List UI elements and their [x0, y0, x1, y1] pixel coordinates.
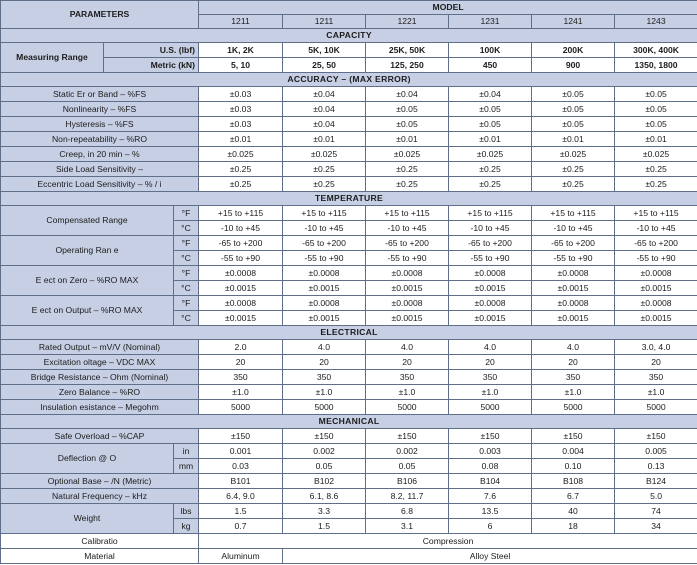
value-cell: ±1.0 — [199, 385, 283, 400]
measuring-range-label: Measuring Range — [1, 43, 104, 73]
value-cell: -65 to +200 — [199, 236, 283, 251]
value-cell: 20 — [199, 355, 283, 370]
value-cell: -65 to +200 — [532, 236, 615, 251]
value-cell: ±0.25 — [199, 177, 283, 192]
value-cell: ±0.04 — [283, 87, 366, 102]
value-cell: ±0.0008 — [532, 266, 615, 281]
value-cell: ±1.0 — [532, 385, 615, 400]
value-cell: -10 to +45 — [199, 221, 283, 236]
unit-label: mm — [174, 459, 199, 474]
value-cell: -10 to +45 — [283, 221, 366, 236]
row-label: Compensated Range — [1, 206, 174, 236]
table-row — [1, 177, 697, 192]
unit-label: °F — [174, 236, 199, 251]
value-cell: ±0.25 — [199, 162, 283, 177]
capacity-metric-value: 1350, 1800 — [615, 58, 697, 73]
value-cell: -55 to +90 — [532, 251, 615, 266]
row-label: Rated Output – mV/V (Nominal) — [1, 340, 199, 355]
table-row — [1, 132, 697, 147]
unit-label: kg — [174, 519, 199, 534]
model-number: 1211 — [283, 15, 366, 29]
table-row — [1, 147, 697, 162]
value-cell: ±0.0015 — [366, 311, 449, 326]
value-cell: -55 to +90 — [199, 251, 283, 266]
value-cell: 0.004 — [532, 444, 615, 459]
unit-label: °F — [174, 296, 199, 311]
row-label: Eccentric Load Sensitivity – % / i — [1, 177, 199, 192]
value-cell: 4.0 — [366, 340, 449, 355]
value-cell: 8.2, 11.7 — [366, 489, 449, 504]
value-cell: ±0.01 — [283, 132, 366, 147]
capacity-metric-value: 125, 250 — [366, 58, 449, 73]
value-cell: ±0.25 — [532, 177, 615, 192]
value-cell: ±0.025 — [532, 147, 615, 162]
capacity-metric-value: 450 — [449, 58, 532, 73]
row-label: Static Er or Band – %FS — [1, 87, 199, 102]
metric-unit-label: Metric (kN) — [104, 58, 199, 73]
value-cell: ±0.0008 — [366, 296, 449, 311]
value-cell: ±0.05 — [532, 117, 615, 132]
unit-label: °F — [174, 266, 199, 281]
value-cell: +15 to +115 — [449, 206, 532, 221]
unit-label: °C — [174, 311, 199, 326]
value-cell: 0.002 — [283, 444, 366, 459]
value-cell: ±0.0015 — [283, 311, 366, 326]
value-cell: -55 to +90 — [615, 251, 697, 266]
row-label: Safe Overload – %CAP — [1, 429, 199, 444]
row-label: Bridge Resistance – Ohm (Nominal) — [1, 370, 199, 385]
value-cell: 5000 — [366, 400, 449, 415]
table-row — [1, 102, 697, 117]
value-cell: 350 — [199, 370, 283, 385]
table-row — [1, 415, 697, 429]
value-cell: 5.0 — [615, 489, 697, 504]
us-unit-label: U.S. (lbf) — [104, 43, 199, 58]
value-cell: 0.10 — [532, 459, 615, 474]
value-cell: 0.005 — [615, 444, 697, 459]
capacity-us-value: 100K — [449, 43, 532, 58]
value-cell: -10 to +45 — [366, 221, 449, 236]
table-row — [1, 489, 697, 504]
value-cell: ±0.05 — [615, 117, 697, 132]
row-label: Zero Balance – %RO — [1, 385, 199, 400]
row-label: Hysteresis – %FS — [1, 117, 199, 132]
value-cell: ±0.05 — [366, 117, 449, 132]
calibration-value: Compression — [199, 534, 697, 549]
value-cell: ±0.0008 — [199, 266, 283, 281]
value-cell: 350 — [532, 370, 615, 385]
table-row — [1, 43, 697, 58]
value-cell: 0.05 — [366, 459, 449, 474]
value-cell: ±0.05 — [449, 102, 532, 117]
capacity-us-value: 5K, 10K — [283, 43, 366, 58]
value-cell: ±0.03 — [199, 117, 283, 132]
unit-label: in — [174, 444, 199, 459]
row-label: E ect on Output – %RO MAX — [1, 296, 174, 326]
value-cell: ±0.05 — [532, 102, 615, 117]
row-label: Side Load Sensitivity – — [1, 162, 199, 177]
row-label: Excitation oltage – VDC MAX — [1, 355, 199, 370]
value-cell: ±0.05 — [615, 102, 697, 117]
value-cell: ±0.0015 — [449, 281, 532, 296]
value-cell: ±0.04 — [283, 102, 366, 117]
row-label: Non-repeatability – %RO — [1, 132, 199, 147]
value-cell: 4.0 — [532, 340, 615, 355]
value-cell: 5000 — [449, 400, 532, 415]
value-cell: 0.001 — [199, 444, 283, 459]
value-cell: 0.003 — [449, 444, 532, 459]
value-cell: ±150 — [283, 429, 366, 444]
value-cell: ±0.25 — [449, 162, 532, 177]
row-label: E ect on Zero – %RO MAX — [1, 266, 174, 296]
table-row — [1, 340, 697, 355]
value-cell: 5000 — [615, 400, 697, 415]
value-cell: 6.7 — [532, 489, 615, 504]
value-cell: -65 to +200 — [283, 236, 366, 251]
table-row — [1, 236, 697, 251]
value-cell: ±0.0015 — [366, 281, 449, 296]
value-cell: ±0.025 — [615, 147, 697, 162]
value-cell: B104 — [449, 474, 532, 489]
value-cell: 74 — [615, 504, 697, 519]
value-cell: ±0.25 — [615, 177, 697, 192]
value-cell: 350 — [615, 370, 697, 385]
value-cell: ±0.25 — [283, 162, 366, 177]
row-label: Creep, in 20 min – % — [1, 147, 199, 162]
table-row — [1, 162, 697, 177]
value-cell: ±0.025 — [366, 147, 449, 162]
value-cell: -55 to +90 — [366, 251, 449, 266]
spec-table-body — [1, 1, 697, 564]
value-cell: +15 to +115 — [366, 206, 449, 221]
capacity-us-value: 1K, 2K — [199, 43, 283, 58]
value-cell: 7.6 — [449, 489, 532, 504]
model-header: MODEL — [199, 1, 697, 15]
row-label: Natural Frequency – kHz — [1, 489, 199, 504]
model-number: 1231 — [449, 15, 532, 29]
unit-label: °C — [174, 281, 199, 296]
accuracy-section-header: ACCURACY – (MAX ERROR) — [1, 73, 697, 87]
value-cell: ±150 — [449, 429, 532, 444]
value-cell: 5000 — [532, 400, 615, 415]
capacity-us-value: 300K, 400K — [615, 43, 697, 58]
unit-label: °F — [174, 206, 199, 221]
value-cell: 3.3 — [283, 504, 366, 519]
value-cell: ±0.03 — [199, 102, 283, 117]
capacity-us-value: 200K — [532, 43, 615, 58]
value-cell: ±0.0015 — [199, 311, 283, 326]
table-row — [1, 58, 697, 73]
table-row — [1, 400, 697, 415]
value-cell: +15 to +115 — [283, 206, 366, 221]
row-label: Weight — [1, 504, 174, 534]
table-row — [1, 549, 697, 564]
value-cell: ±0.0015 — [199, 281, 283, 296]
value-cell: ±0.05 — [532, 87, 615, 102]
value-cell: ±0.025 — [199, 147, 283, 162]
value-cell: 350 — [283, 370, 366, 385]
mechanical-section-header: MECHANICAL — [1, 415, 697, 429]
value-cell: ±0.0008 — [199, 296, 283, 311]
table-row — [1, 296, 697, 311]
value-cell: 20 — [449, 355, 532, 370]
value-cell: 5000 — [199, 400, 283, 415]
value-cell: ±0.03 — [199, 87, 283, 102]
value-cell: 34 — [615, 519, 697, 534]
value-cell: 350 — [366, 370, 449, 385]
value-cell: 3.1 — [366, 519, 449, 534]
table-row — [1, 355, 697, 370]
capacity-section-header: CAPACITY — [1, 29, 697, 43]
table-row — [1, 192, 697, 206]
value-cell: B101 — [199, 474, 283, 489]
value-cell: 20 — [615, 355, 697, 370]
capacity-metric-value: 25, 50 — [283, 58, 366, 73]
value-cell: ±0.25 — [532, 162, 615, 177]
value-cell: ±0.0008 — [449, 266, 532, 281]
value-cell: ±0.05 — [615, 87, 697, 102]
value-cell: 4.0 — [283, 340, 366, 355]
value-cell: +15 to +115 — [199, 206, 283, 221]
value-cell: 0.13 — [615, 459, 697, 474]
row-label: Material — [1, 549, 199, 564]
value-cell: 6.8 — [366, 504, 449, 519]
value-cell: ±150 — [366, 429, 449, 444]
value-cell: ±0.0015 — [283, 281, 366, 296]
value-cell: 0.08 — [449, 459, 532, 474]
value-cell: 2.0 — [199, 340, 283, 355]
table-row — [1, 504, 697, 519]
value-cell: ±1.0 — [283, 385, 366, 400]
value-cell: +15 to +115 — [615, 206, 697, 221]
value-cell: ±0.25 — [366, 162, 449, 177]
value-cell: 5000 — [283, 400, 366, 415]
value-cell: -55 to +90 — [449, 251, 532, 266]
table-row — [1, 73, 697, 87]
table-row — [1, 429, 697, 444]
value-cell: ±1.0 — [366, 385, 449, 400]
row-label: Nonlinearity – %FS — [1, 102, 199, 117]
table-row — [1, 87, 697, 102]
material-value: Aluminum — [199, 549, 283, 564]
unit-label: °C — [174, 221, 199, 236]
material-value: Alloy Steel — [283, 549, 697, 564]
value-cell: ±0.0008 — [532, 296, 615, 311]
value-cell: -10 to +45 — [615, 221, 697, 236]
value-cell: 20 — [532, 355, 615, 370]
value-cell: ±0.01 — [449, 132, 532, 147]
value-cell: ±0.0015 — [532, 311, 615, 326]
value-cell: ±0.0015 — [615, 281, 697, 296]
table-row — [1, 29, 697, 43]
capacity-metric-value: 900 — [532, 58, 615, 73]
electrical-section-header: ELECTRICAL — [1, 326, 697, 340]
capacity-us-value: 25K, 50K — [366, 43, 449, 58]
value-cell: 4.0 — [449, 340, 532, 355]
row-label: Insulation esistance – Megohm — [1, 400, 199, 415]
row-label: Deflection @ O — [1, 444, 174, 474]
value-cell: 20 — [366, 355, 449, 370]
value-cell: ±0.0015 — [532, 281, 615, 296]
capacity-metric-value: 5, 10 — [199, 58, 283, 73]
value-cell: ±150 — [199, 429, 283, 444]
value-cell: 13.5 — [449, 504, 532, 519]
table-row — [1, 117, 697, 132]
value-cell: ±0.0008 — [366, 266, 449, 281]
value-cell: ±1.0 — [615, 385, 697, 400]
value-cell: -10 to +45 — [532, 221, 615, 236]
value-cell: ±0.0008 — [283, 296, 366, 311]
value-cell: ±0.0008 — [615, 266, 697, 281]
model-number: 1241 — [532, 15, 615, 29]
value-cell: B102 — [283, 474, 366, 489]
value-cell: ±0.25 — [283, 177, 366, 192]
table-row — [1, 534, 697, 549]
value-cell: ±0.0008 — [283, 266, 366, 281]
value-cell: ±0.25 — [366, 177, 449, 192]
model-number: 1243 — [615, 15, 697, 29]
value-cell: -65 to +200 — [366, 236, 449, 251]
value-cell: 0.002 — [366, 444, 449, 459]
value-cell: 1.5 — [199, 504, 283, 519]
value-cell: ±0.01 — [615, 132, 697, 147]
value-cell: ±0.025 — [449, 147, 532, 162]
table-row — [1, 474, 697, 489]
table-row — [1, 444, 697, 459]
value-cell: ±0.05 — [366, 102, 449, 117]
row-label: Operating Ran e — [1, 236, 174, 266]
value-cell: ±0.25 — [449, 177, 532, 192]
table-row — [1, 206, 697, 221]
value-cell: ±1.0 — [449, 385, 532, 400]
value-cell: +15 to +115 — [532, 206, 615, 221]
value-cell: 40 — [532, 504, 615, 519]
table-row — [1, 326, 697, 340]
model-number: 1211 — [199, 15, 283, 29]
value-cell: 6 — [449, 519, 532, 534]
value-cell: 1.5 — [283, 519, 366, 534]
value-cell: 3.0, 4.0 — [615, 340, 697, 355]
value-cell: B106 — [366, 474, 449, 489]
value-cell: -10 to +45 — [449, 221, 532, 236]
value-cell: -65 to +200 — [449, 236, 532, 251]
value-cell: 6.1, 8.6 — [283, 489, 366, 504]
value-cell: 0.05 — [283, 459, 366, 474]
value-cell: 0.7 — [199, 519, 283, 534]
value-cell: B124 — [615, 474, 697, 489]
parameters-header: PARAMETERS — [1, 1, 199, 29]
value-cell: ±0.01 — [199, 132, 283, 147]
value-cell: ±0.04 — [366, 87, 449, 102]
table-row — [1, 266, 697, 281]
value-cell: ±0.0015 — [615, 311, 697, 326]
row-label: Calibratio — [1, 534, 199, 549]
unit-label: lbs — [174, 504, 199, 519]
value-cell: 350 — [449, 370, 532, 385]
model-number: 1221 — [366, 15, 449, 29]
value-cell: ±0.0008 — [449, 296, 532, 311]
value-cell: ±0.01 — [532, 132, 615, 147]
value-cell: ±0.04 — [449, 87, 532, 102]
unit-label: °C — [174, 251, 199, 266]
value-cell: ±0.25 — [615, 162, 697, 177]
value-cell: 0.03 — [199, 459, 283, 474]
value-cell: ±0.0008 — [615, 296, 697, 311]
row-label: Optional Base – /N (Metric) — [1, 474, 199, 489]
value-cell: ±0.0015 — [449, 311, 532, 326]
value-cell: -55 to +90 — [283, 251, 366, 266]
value-cell: ±150 — [615, 429, 697, 444]
table-row — [1, 1, 697, 15]
value-cell: 18 — [532, 519, 615, 534]
table-row — [1, 385, 697, 400]
value-cell: 20 — [283, 355, 366, 370]
value-cell: ±0.025 — [283, 147, 366, 162]
value-cell: ±150 — [532, 429, 615, 444]
value-cell: B108 — [532, 474, 615, 489]
value-cell: ±0.05 — [449, 117, 532, 132]
value-cell: ±0.01 — [366, 132, 449, 147]
table-row — [1, 370, 697, 385]
value-cell: ±0.04 — [283, 117, 366, 132]
value-cell: 6.4, 9.0 — [199, 489, 283, 504]
temperature-section-header: TEMPERATURE — [1, 192, 697, 206]
value-cell: -65 to +200 — [615, 236, 697, 251]
